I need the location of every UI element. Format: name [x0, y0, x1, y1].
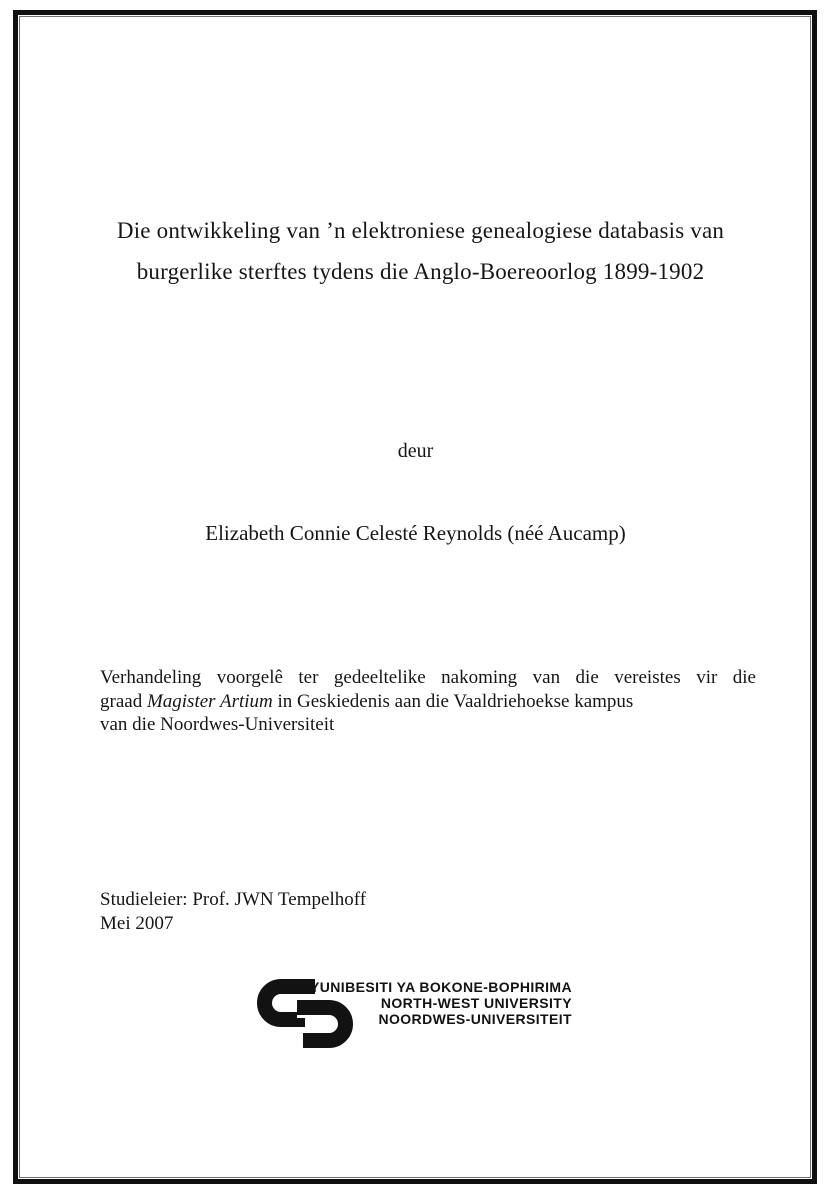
byline-deur: deur — [397, 440, 434, 462]
thesis-title — [45, 210, 796, 292]
supervisor-line: Studieleier: Prof. JWN Tempelhoff — [100, 889, 367, 910]
date-line: Mei 2007 — [100, 912, 174, 934]
submission-line-2-suffix: in Geskiedenis aan die Vaaldriehoekse kampus — [272, 690, 634, 712]
thesis-title-line-2: burgerlike sterftes tydens die Anglo-Boereoorlog 1899-1902 — [136, 259, 705, 284]
submission-line-2 — [100, 690, 756, 714]
submission-line-3: van die Noordwes-Universiteit — [100, 714, 335, 735]
university-name-afrikaans: NOORDWES-UNIVERSITEIT — [378, 1011, 572, 1027]
author-name: Elizabeth Connie Celesté Reynolds (néé Aucamp) — [205, 521, 626, 545]
submission-line-1: Verhandeling voorgelê ter gedeeltelike nakoming van die vereistes vir die — [100, 667, 756, 688]
university-name-block — [310, 979, 572, 1027]
thesis-title-line-1: Die ontwikkeling van ’n elektroniese genealogiese databasis van — [116, 218, 725, 243]
university-name-setswana: YUNIBESITI YA BOKONE-BOPHIRIMA — [310, 979, 572, 995]
degree-name-italic: Magister Artium — [146, 690, 273, 712]
submission-line-2-prefix: graad — [100, 690, 147, 712]
supervisor-and-date — [100, 888, 366, 935]
university-name-english: NORTH-WEST UNIVERSITY — [380, 995, 572, 1011]
submission-statement — [100, 666, 756, 737]
